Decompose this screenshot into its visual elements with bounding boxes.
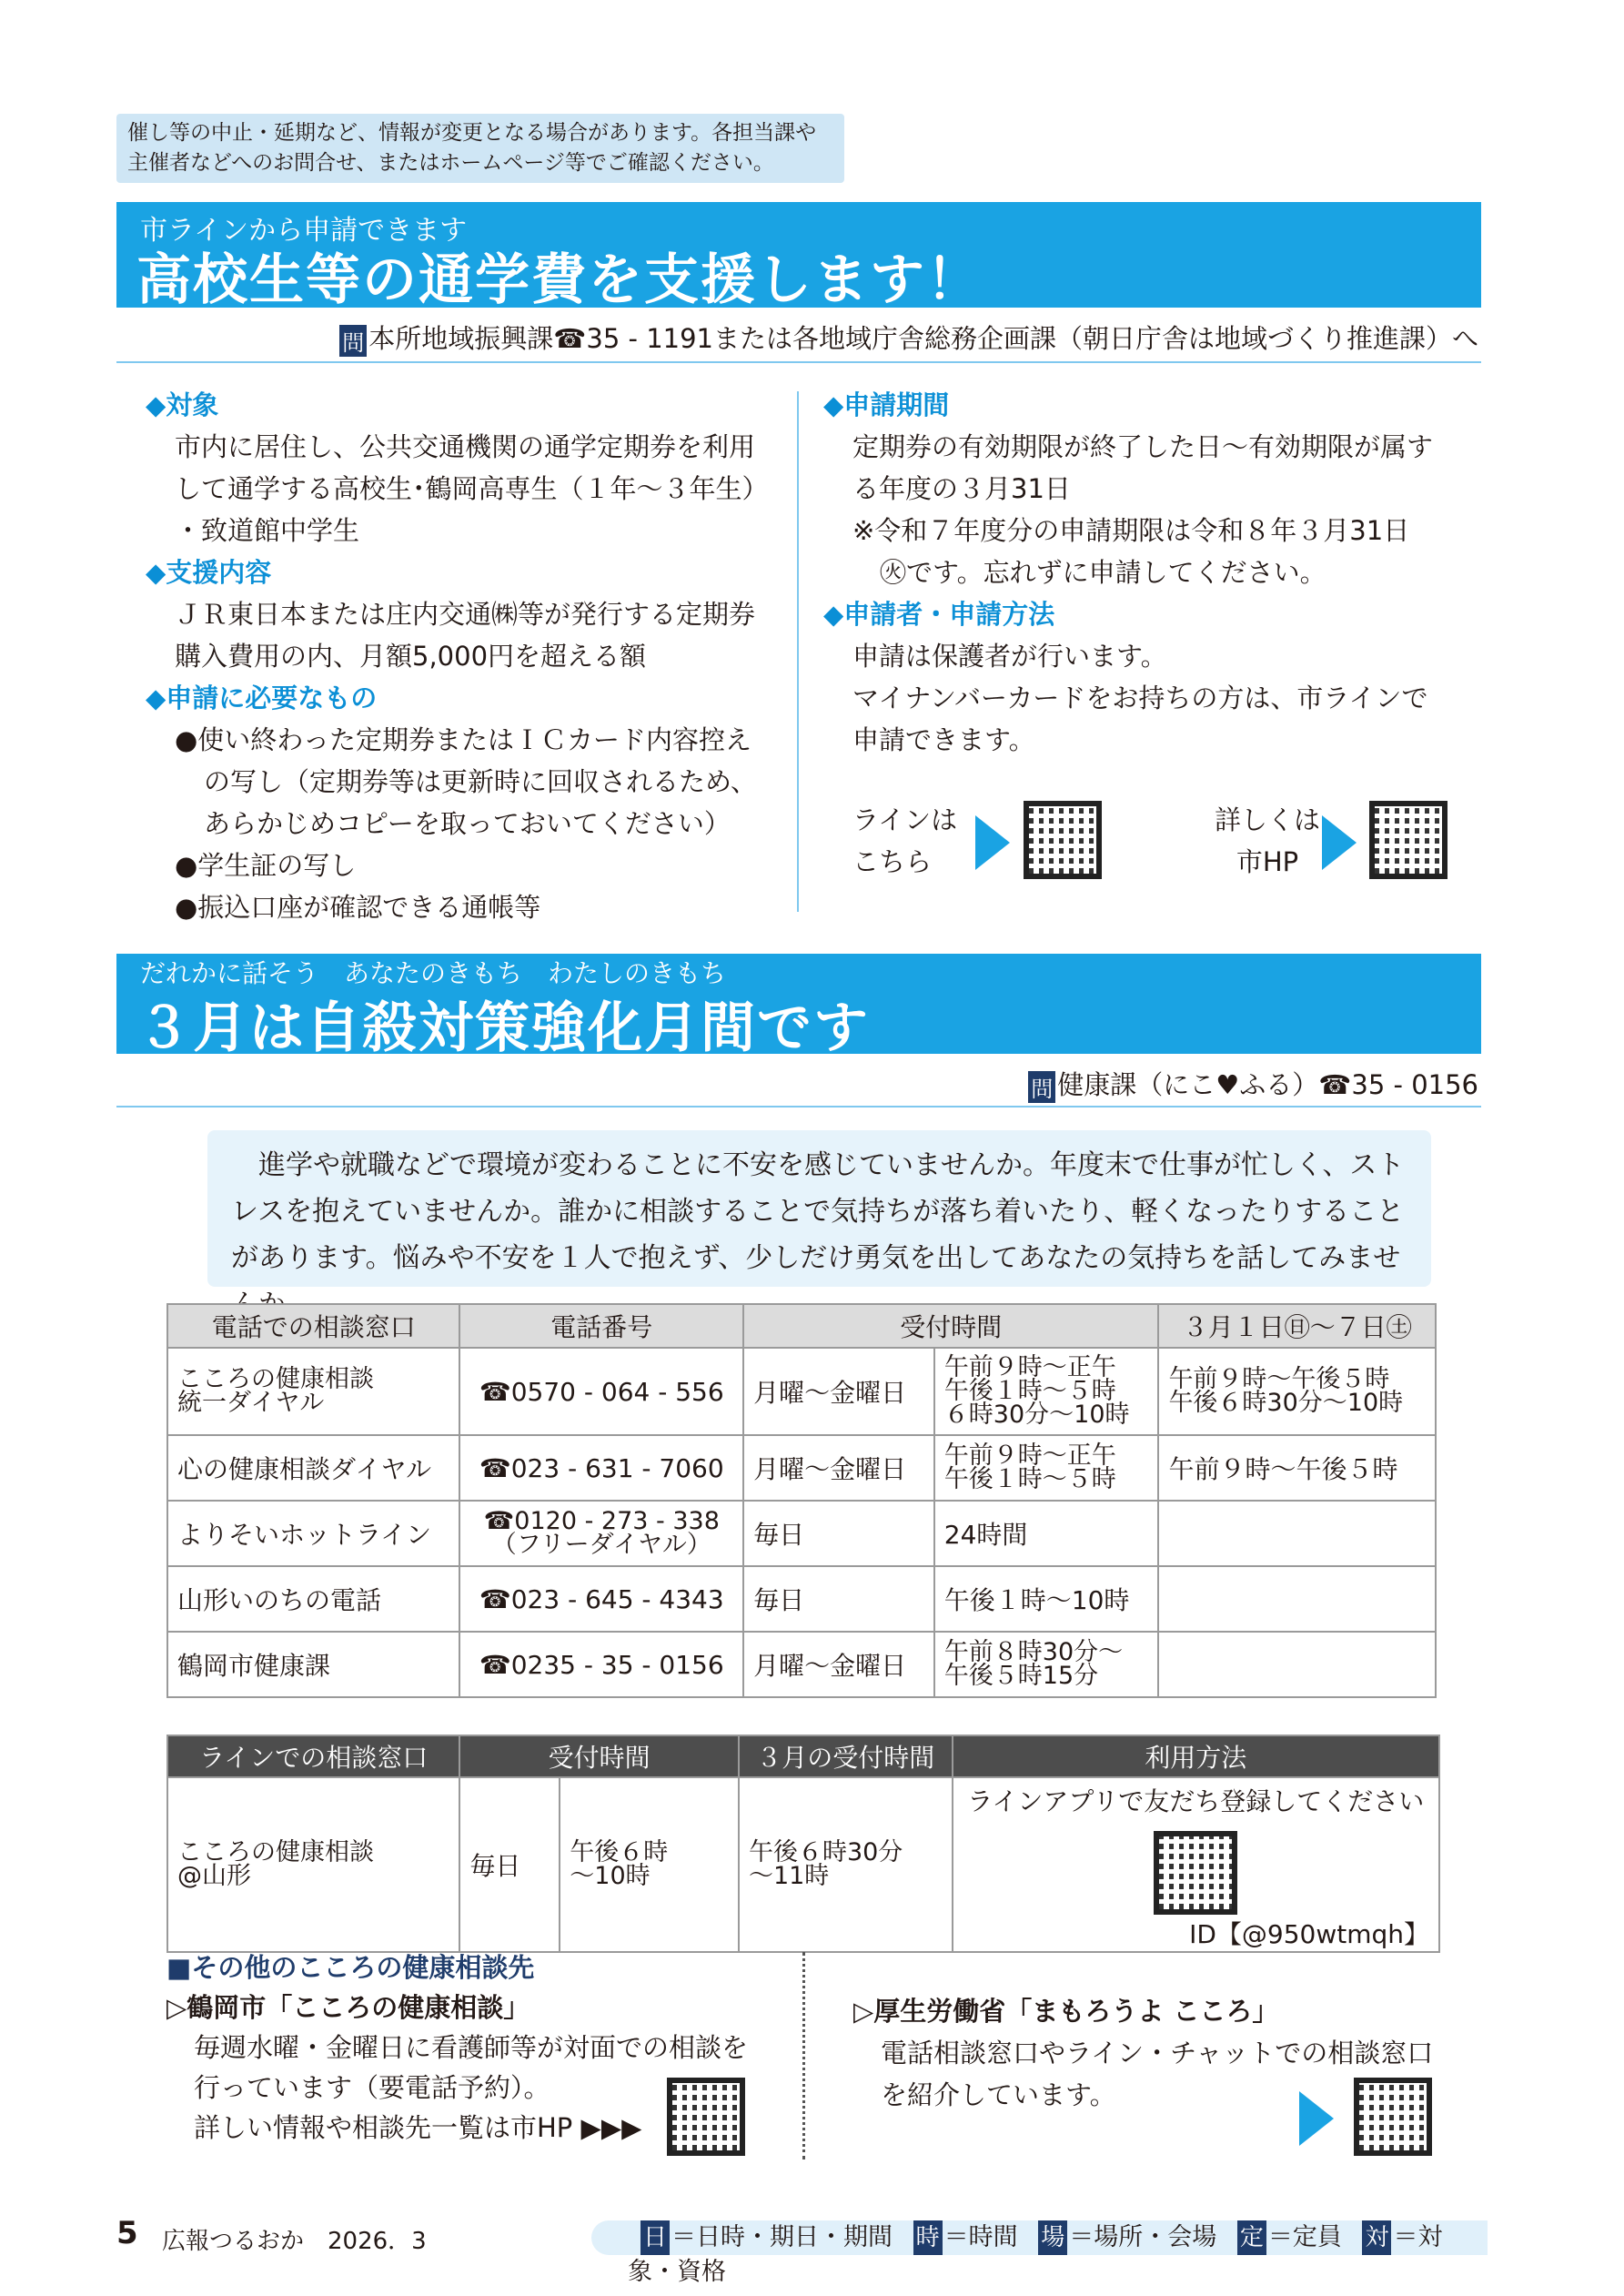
row-march (1158, 1501, 1436, 1566)
divider (116, 361, 1481, 363)
line-label-1: ラインは (852, 804, 958, 835)
table-header: ３月の受付時間 (739, 1735, 953, 1777)
article1-contact-text: 本所地域振興課☎35 - 1191または各地域庁舎総務企画課（朝日庁舎は地域づくり推進課）へ (368, 323, 1478, 354)
table-header: 受付時間 (459, 1735, 739, 1777)
article2-subtitle: だれかに話そう あなたのきもち わたしのきもち (140, 958, 727, 988)
need-heading: ◆申請に必要なもの (146, 683, 378, 713)
table-header: ラインでの相談窓口 (167, 1735, 459, 1777)
legend-mark: 場 (1038, 2220, 1067, 2255)
row-name: こころの健康相談 統一ダイヤル (167, 1348, 459, 1435)
inquiry-mark: 問 (339, 325, 367, 357)
row-march: 午前９時～午後５時 午後６時30分～10時 (1158, 1348, 1436, 1435)
table-header: 電話での相談窓口 (167, 1304, 459, 1348)
line-label-2: こちら (852, 846, 933, 877)
need-item-1: ●使い終わった定期券またはＩＣカード内容控え (175, 724, 752, 755)
page-number: 5 (116, 2215, 138, 2251)
target-text-3: ・致道館中学生 (175, 515, 360, 546)
table-header: 利用方法 (953, 1735, 1439, 1777)
method-text-3: 申請できます。 (852, 724, 1035, 755)
article2-header (116, 954, 1481, 1060)
lead-text: 進学や就職などで環境が変わることに不安を感じていませんか。年度末で仕事が忙しく、ストレスを抱えていませんか。誰かに相談することで気持ちが落ち着いたり、軽くなったりすることがあります。悩みや不安を１人で抱えず、少しだけ勇気を出してあなたの気持ちを話してみませ (207, 1130, 1431, 1287)
article1-left-column (146, 384, 801, 928)
need-item-1c: あらかじめコピーを取っておいてください） (204, 808, 731, 839)
inquiry-mark: 問 (1028, 1071, 1055, 1103)
target-heading: ◆対象 (146, 389, 219, 420)
city-text-3: 詳しい情報や相談先一覧は市HP ▶▶▶ (194, 2112, 642, 2143)
support-heading: ◆支援内容 (146, 557, 272, 588)
legend-mark: 対 (1362, 2220, 1391, 2255)
legend-text: ＝対象・資格 (628, 2223, 1443, 2286)
other-heading: ■その他のこころの健康相談先 (166, 1952, 535, 1983)
table-row (167, 1632, 1436, 1697)
hp-qr-code[interactable] (1369, 801, 1447, 879)
table-header: 電話番号 (459, 1304, 743, 1348)
row-name: こころの健康相談 @山形 (167, 1777, 459, 1952)
column-divider (797, 391, 799, 912)
row-hours: 午前８時30分～ 午後５時15分 (934, 1632, 1159, 1697)
row-name: 鶴岡市健康課 (167, 1632, 459, 1697)
method-text-1: 申請は保護者が行います。 (852, 641, 1167, 672)
row-hours: 24時間 (934, 1501, 1159, 1566)
article2-contact-text: 健康課（にこ♥ふる）☎35 - 0156 (1057, 1069, 1478, 1100)
usage-cell (953, 1777, 1439, 1952)
row-tel[interactable]: ☎023 - 631 - 7060 (459, 1435, 743, 1501)
legend-mark: 日 (641, 2220, 670, 2255)
arrow-right-icon (1299, 2091, 1334, 2146)
legend-text: ＝場所・会場 (1069, 2223, 1217, 2251)
row-days: 月曜～金曜日 (743, 1348, 934, 1435)
city-heading: ▷鶴岡市「こころの健康相談」 (166, 1992, 530, 2023)
table-row (167, 1501, 1436, 1566)
row-hours: 午後６時 ～10時 (560, 1777, 739, 1952)
table-header: 受付時間 (743, 1304, 1158, 1348)
period-text-4: ㊋です。忘れずに申請してください。 (880, 557, 1326, 588)
legend-text: ＝日時・期日・期間 (671, 2223, 893, 2251)
row-name: よりそいホットライン (167, 1501, 459, 1566)
row-march: 午後６時30分 ～11時 (739, 1777, 953, 1952)
need-item-2: ●学生証の写し (175, 850, 357, 881)
row-tel[interactable]: ☎0570 - 064 - 556 (459, 1348, 743, 1435)
table-row (167, 1777, 1439, 1952)
city-text-2: 行っています（要電話予約）。 (194, 2072, 550, 2103)
period-text-2: る年度の３月31日 (852, 473, 1071, 504)
article2-contact (1028, 1065, 1478, 1103)
line-consult-qr-code[interactable] (1154, 1831, 1237, 1915)
table-header: ３月１日㊐～７日㊏ (1158, 1304, 1436, 1348)
article1-title: 高校生等の通学費を支援します！ (136, 248, 983, 312)
period-heading: ◆申請期間 (823, 389, 950, 420)
legend-mark: 定 (1237, 2220, 1266, 2255)
phone-consultation-table (166, 1303, 1437, 1698)
dotted-divider (802, 1952, 805, 2159)
city-qr-code[interactable] (667, 2078, 745, 2156)
row-days: 毎日 (459, 1777, 560, 1952)
row-name: 山形いのちの電話 (167, 1566, 459, 1632)
mhlw-qr-code[interactable] (1354, 2078, 1432, 2156)
table-header-row (167, 1735, 1439, 1777)
row-hours: 午前９時～正午 午後１時～５時 ６時30分～10時 (934, 1348, 1159, 1435)
publication-name: 広報つるおか 2026．3 (162, 2228, 427, 2255)
need-item-1b: の写し（定期券等は更新時に回収されるため、 (204, 766, 757, 797)
need-item-3: ●振込口座が確認できる通帳等 (175, 892, 541, 923)
target-text-1: 市内に居住し、公共交通機関の通学定期券を利用 (175, 431, 756, 462)
row-days: 毎日 (743, 1566, 934, 1632)
row-march: 午前９時～午後５時 (1158, 1435, 1436, 1501)
mhlw-heading: ▷厚生労働省「まもろうよ こころ」 (853, 1996, 1279, 2027)
row-days: 毎日 (743, 1501, 934, 1566)
period-text-3: ※令和７年度分の申請期限は令和８年３月31日 (852, 515, 1410, 546)
row-hours: 午後１時～10時 (934, 1566, 1159, 1632)
target-text-2: して通学する高校生･鶴岡高専生（１年～３年生） (175, 473, 769, 504)
support-text-1: ＪＲ東日本または庄内交通㈱等が発行する定期券 (175, 599, 756, 630)
method-text-2: マイナンバーカードをお持ちの方は、市ラインで (852, 683, 1428, 713)
article1-contact (339, 319, 1478, 357)
city-text-1: 毎週水曜・金曜日に看護師等が対面での相談を (194, 2032, 749, 2063)
row-march (1158, 1566, 1436, 1632)
article1-right-column (823, 384, 1478, 761)
article2-title: ３月は自殺対策強化月間です (136, 996, 870, 1060)
legend-text: ＝時間 (943, 2223, 1018, 2251)
hp-label-1: 詳しくは (1214, 804, 1320, 835)
mhlw-text-1: 電話相談窓口やライン・チャットでの相談窓口 (881, 2038, 1434, 2068)
legend-text: ＝定員 (1267, 2223, 1342, 2251)
divider (116, 1106, 1481, 1108)
period-text-1: 定期券の有効期限が終了した日～有効期限が属す (852, 431, 1434, 462)
mhlw-text-2: を紹介しています。 (881, 2079, 1116, 2110)
arrow-right-icon (975, 815, 1010, 870)
article1-subtitle: 市ラインから申請できます (140, 215, 468, 247)
line-id: ID【@950wtmqh】 (1189, 1919, 1429, 1949)
row-days: 月曜～金曜日 (743, 1435, 934, 1501)
method-heading: ◆申請者・申請方法 (823, 599, 1055, 630)
table-row (167, 1348, 1436, 1435)
line-qr-code[interactable] (1024, 801, 1102, 879)
table-row (167, 1435, 1436, 1501)
support-text-2: 購入費用の内、月額5,000円を超える額 (175, 641, 647, 672)
row-tel[interactable]: ☎0235 - 35 - 0156 (459, 1632, 743, 1697)
article1-header (116, 202, 1481, 312)
arrow-right-icon (1322, 815, 1357, 870)
line-consultation-table (166, 1735, 1440, 1953)
table-row (167, 1566, 1436, 1632)
row-tel[interactable]: ☎023 - 645 - 4343 (459, 1566, 743, 1632)
row-name: 心の健康相談ダイヤル (167, 1435, 459, 1501)
legend-mark: 時 (913, 2220, 943, 2255)
legend-bar (591, 2220, 1488, 2286)
hp-label-2: 市HP (1236, 846, 1299, 877)
notice-box: 催し等の中止・延期など、情報が変更となる場合があります。各担当課や主催者などへのお問合せ、またはホームページ等でご確認ください。 (116, 114, 844, 183)
row-hours: 午前９時～正午 午後１時～５時 (934, 1435, 1159, 1501)
table-header-row (167, 1304, 1436, 1348)
row-march (1158, 1632, 1436, 1697)
row-days: 月曜～金曜日 (743, 1632, 934, 1697)
hp-label (1204, 799, 1331, 883)
row-tel[interactable]: ☎0120 - 273 - 338 （フリーダイヤル） (459, 1501, 743, 1566)
usage-text: ラインアプリで友だち登録してください (967, 1786, 1425, 1816)
